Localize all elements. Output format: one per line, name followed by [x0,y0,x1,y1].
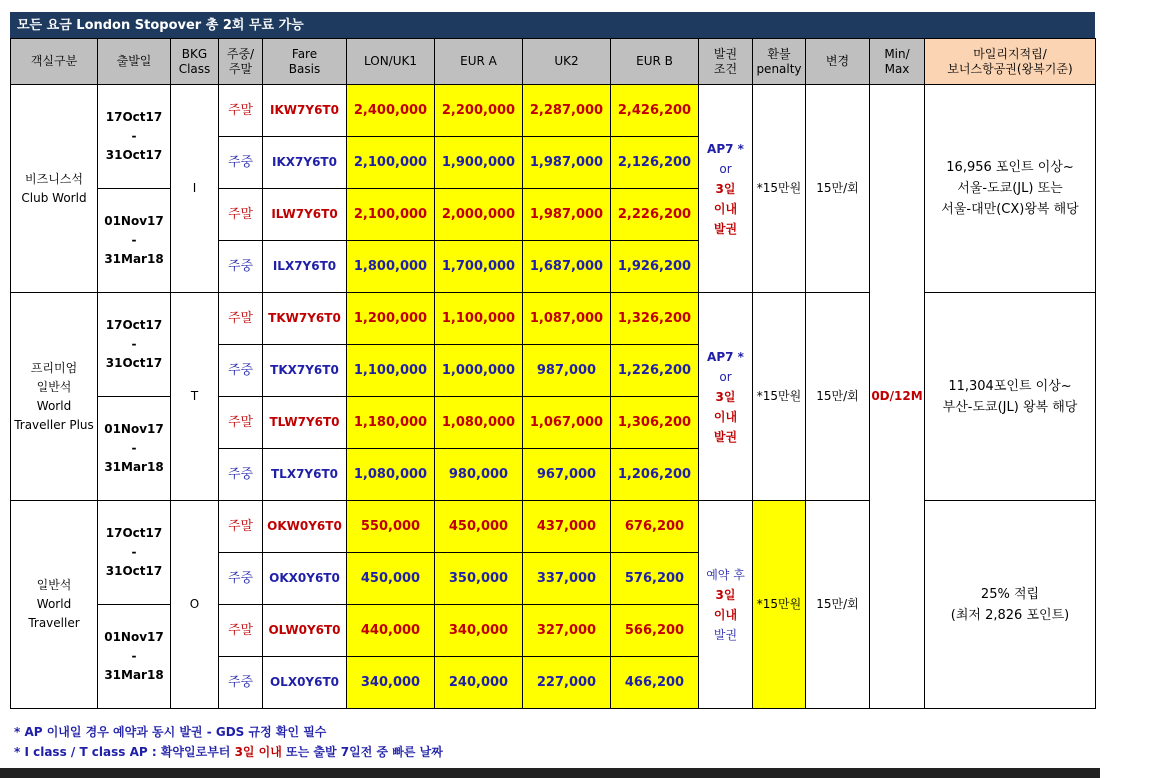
header-bkg: BKG Class [171,39,219,85]
day-cell: 주말 [219,293,263,345]
fare-eurb: 1,206,200 [611,449,699,501]
fare-eura: 350,000 [435,553,523,605]
bottom-strip [0,768,1100,778]
fare-uk2: 967,000 [523,449,611,501]
fare-lon: 1,180,000 [347,397,435,449]
day-cell: 주말 [219,397,263,449]
table-row [11,501,1096,553]
fare-eura: 1,000,000 [435,345,523,397]
refund-penalty-cell: *15만원 [753,85,806,293]
fare-lon: 2,100,000 [347,137,435,189]
issue-condition-cell: 예약 후 3일 이내 발권 [699,501,753,709]
fare-uk2: 437,000 [523,501,611,553]
fare-eurb: 576,200 [611,553,699,605]
fare-uk2: 1,987,000 [523,137,611,189]
period-cell: 17Oct17 - 31Oct17 [98,501,171,605]
fare-eurb: 1,306,200 [611,397,699,449]
fare-lon: 550,000 [347,501,435,553]
refund-penalty-cell: *15만원 [753,293,806,501]
fare-uk2: 1,087,000 [523,293,611,345]
header-minmax: Min/ Max [870,39,925,85]
cabin-cell: 프리미엄 일반석 World Traveller Plus [11,293,98,501]
fare-eura: 240,000 [435,657,523,709]
refund-penalty-cell: *15만원 [753,501,806,709]
day-cell: 주중 [219,657,263,709]
fare-basis-cell: TLX7Y6T0 [263,449,347,501]
fare-eurb: 1,926,200 [611,241,699,293]
day-cell: 주중 [219,449,263,501]
fare-eurb: 676,200 [611,501,699,553]
fare-eura: 1,900,000 [435,137,523,189]
footnote-ap: * AP 이내일 경우 예약과 동시 발권 - GDS 규정 확인 필수 [14,725,327,739]
header-refund: 환불 penalty [753,39,806,85]
cabin-cell: 일반석 World Traveller [11,501,98,709]
bkg-class-cell: T [171,293,219,501]
min-max-cell: 0D/12M [870,85,925,709]
period-cell: 17Oct17 - 31Oct17 [98,293,171,397]
table-row [11,293,1096,345]
fare-uk2: 327,000 [523,605,611,657]
fare-lon: 340,000 [347,657,435,709]
header-lon: LON/UK1 [347,39,435,85]
fare-eura: 1,700,000 [435,241,523,293]
fare-lon: 1,100,000 [347,345,435,397]
mileage-cell: 25% 적립 (최저 2,826 포인트) [925,501,1096,709]
cabin-cell: 비즈니스석 Club World [11,85,98,293]
fare-basis-cell: TKX7Y6T0 [263,345,347,397]
fare-lon: 1,800,000 [347,241,435,293]
fare-lon: 2,400,000 [347,85,435,137]
header-change: 변경 [806,39,870,85]
fare-basis-cell: OLW0Y6T0 [263,605,347,657]
period-cell: 01Nov17 - 31Mar18 [98,397,171,501]
table-title: 모든 요금 London Stopover 총 2회 무료 가능 [10,12,1095,38]
day-cell: 주중 [219,137,263,189]
fare-uk2: 1,987,000 [523,189,611,241]
fare-eurb: 1,326,200 [611,293,699,345]
fare-basis-cell: OKW0Y6T0 [263,501,347,553]
fare-basis-cell: ILX7Y6T0 [263,241,347,293]
fare-table [10,38,1096,709]
fare-basis-cell: IKW7Y6T0 [263,85,347,137]
bkg-class-cell: I [171,85,219,293]
fare-eura: 1,100,000 [435,293,523,345]
fare-eurb: 1,226,200 [611,345,699,397]
fare-table-container [10,12,1095,709]
fare-eurb: 2,126,200 [611,137,699,189]
header-mileage: 마일리지적립/ 보너스항공권(왕복기준) [925,39,1096,85]
fare-eura: 2,000,000 [435,189,523,241]
footnotes [14,722,443,762]
mileage-cell: 16,956 포인트 이상~ 서울-도쿄(JL) 또는 서울-대만(CX)왕복 해당 [925,85,1096,293]
fare-uk2: 337,000 [523,553,611,605]
fare-lon: 2,100,000 [347,189,435,241]
change-fee-cell: 15만/회 [806,293,870,501]
period-cell: 01Nov17 - 31Mar18 [98,605,171,709]
fare-lon: 450,000 [347,553,435,605]
day-cell: 주말 [219,189,263,241]
issue-condition-cell: AP7 * or 3일 이내 발권 [699,85,753,293]
fare-basis-cell: ILW7Y6T0 [263,189,347,241]
fare-eura: 340,000 [435,605,523,657]
day-cell: 주중 [219,345,263,397]
fare-eura: 1,080,000 [435,397,523,449]
bkg-class-cell: O [171,501,219,709]
header-depart: 출발일 [98,39,171,85]
day-cell: 주말 [219,605,263,657]
fare-uk2: 1,687,000 [523,241,611,293]
header-eura: EUR A [435,39,523,85]
day-cell: 주중 [219,241,263,293]
header-eurb: EUR B [611,39,699,85]
fare-eura: 2,200,000 [435,85,523,137]
fare-uk2: 987,000 [523,345,611,397]
table-row [11,85,1096,137]
fare-basis-cell: TKW7Y6T0 [263,293,347,345]
fare-basis-cell: OKX0Y6T0 [263,553,347,605]
fare-eura: 450,000 [435,501,523,553]
header-row [11,39,1096,85]
day-cell: 주말 [219,501,263,553]
header-issue: 발권 조건 [699,39,753,85]
fare-eurb: 2,226,200 [611,189,699,241]
header-uk2: UK2 [523,39,611,85]
fare-eurb: 466,200 [611,657,699,709]
header-basis: Fare Basis [263,39,347,85]
fare-basis-cell: IKX7Y6T0 [263,137,347,189]
period-cell: 01Nov17 - 31Mar18 [98,189,171,293]
fare-lon: 440,000 [347,605,435,657]
fare-lon: 1,200,000 [347,293,435,345]
fare-eura: 980,000 [435,449,523,501]
day-cell: 주중 [219,553,263,605]
mileage-cell: 11,304포인트 이상~ 부산-도쿄(JL) 왕복 해당 [925,293,1096,501]
fare-uk2: 1,067,000 [523,397,611,449]
change-fee-cell: 15만/회 [806,85,870,293]
fare-basis-cell: TLW7Y6T0 [263,397,347,449]
fare-eurb: 2,426,200 [611,85,699,137]
header-cabin: 객실구분 [11,39,98,85]
period-cell: 17Oct17 - 31Oct17 [98,85,171,189]
fare-uk2: 2,287,000 [523,85,611,137]
fare-uk2: 227,000 [523,657,611,709]
footnote-class-ap: * I class / T class AP : 확약일로부터 3일 이내 또는 출발 7일전 중 빠른 날짜 [14,745,443,759]
header-day: 주중/ 주말 [219,39,263,85]
fare-lon: 1,080,000 [347,449,435,501]
change-fee-cell: 15만/회 [806,501,870,709]
issue-condition-cell: AP7 * or 3일 이내 발권 [699,293,753,501]
fare-basis-cell: OLX0Y6T0 [263,657,347,709]
fare-eurb: 566,200 [611,605,699,657]
day-cell: 주말 [219,85,263,137]
